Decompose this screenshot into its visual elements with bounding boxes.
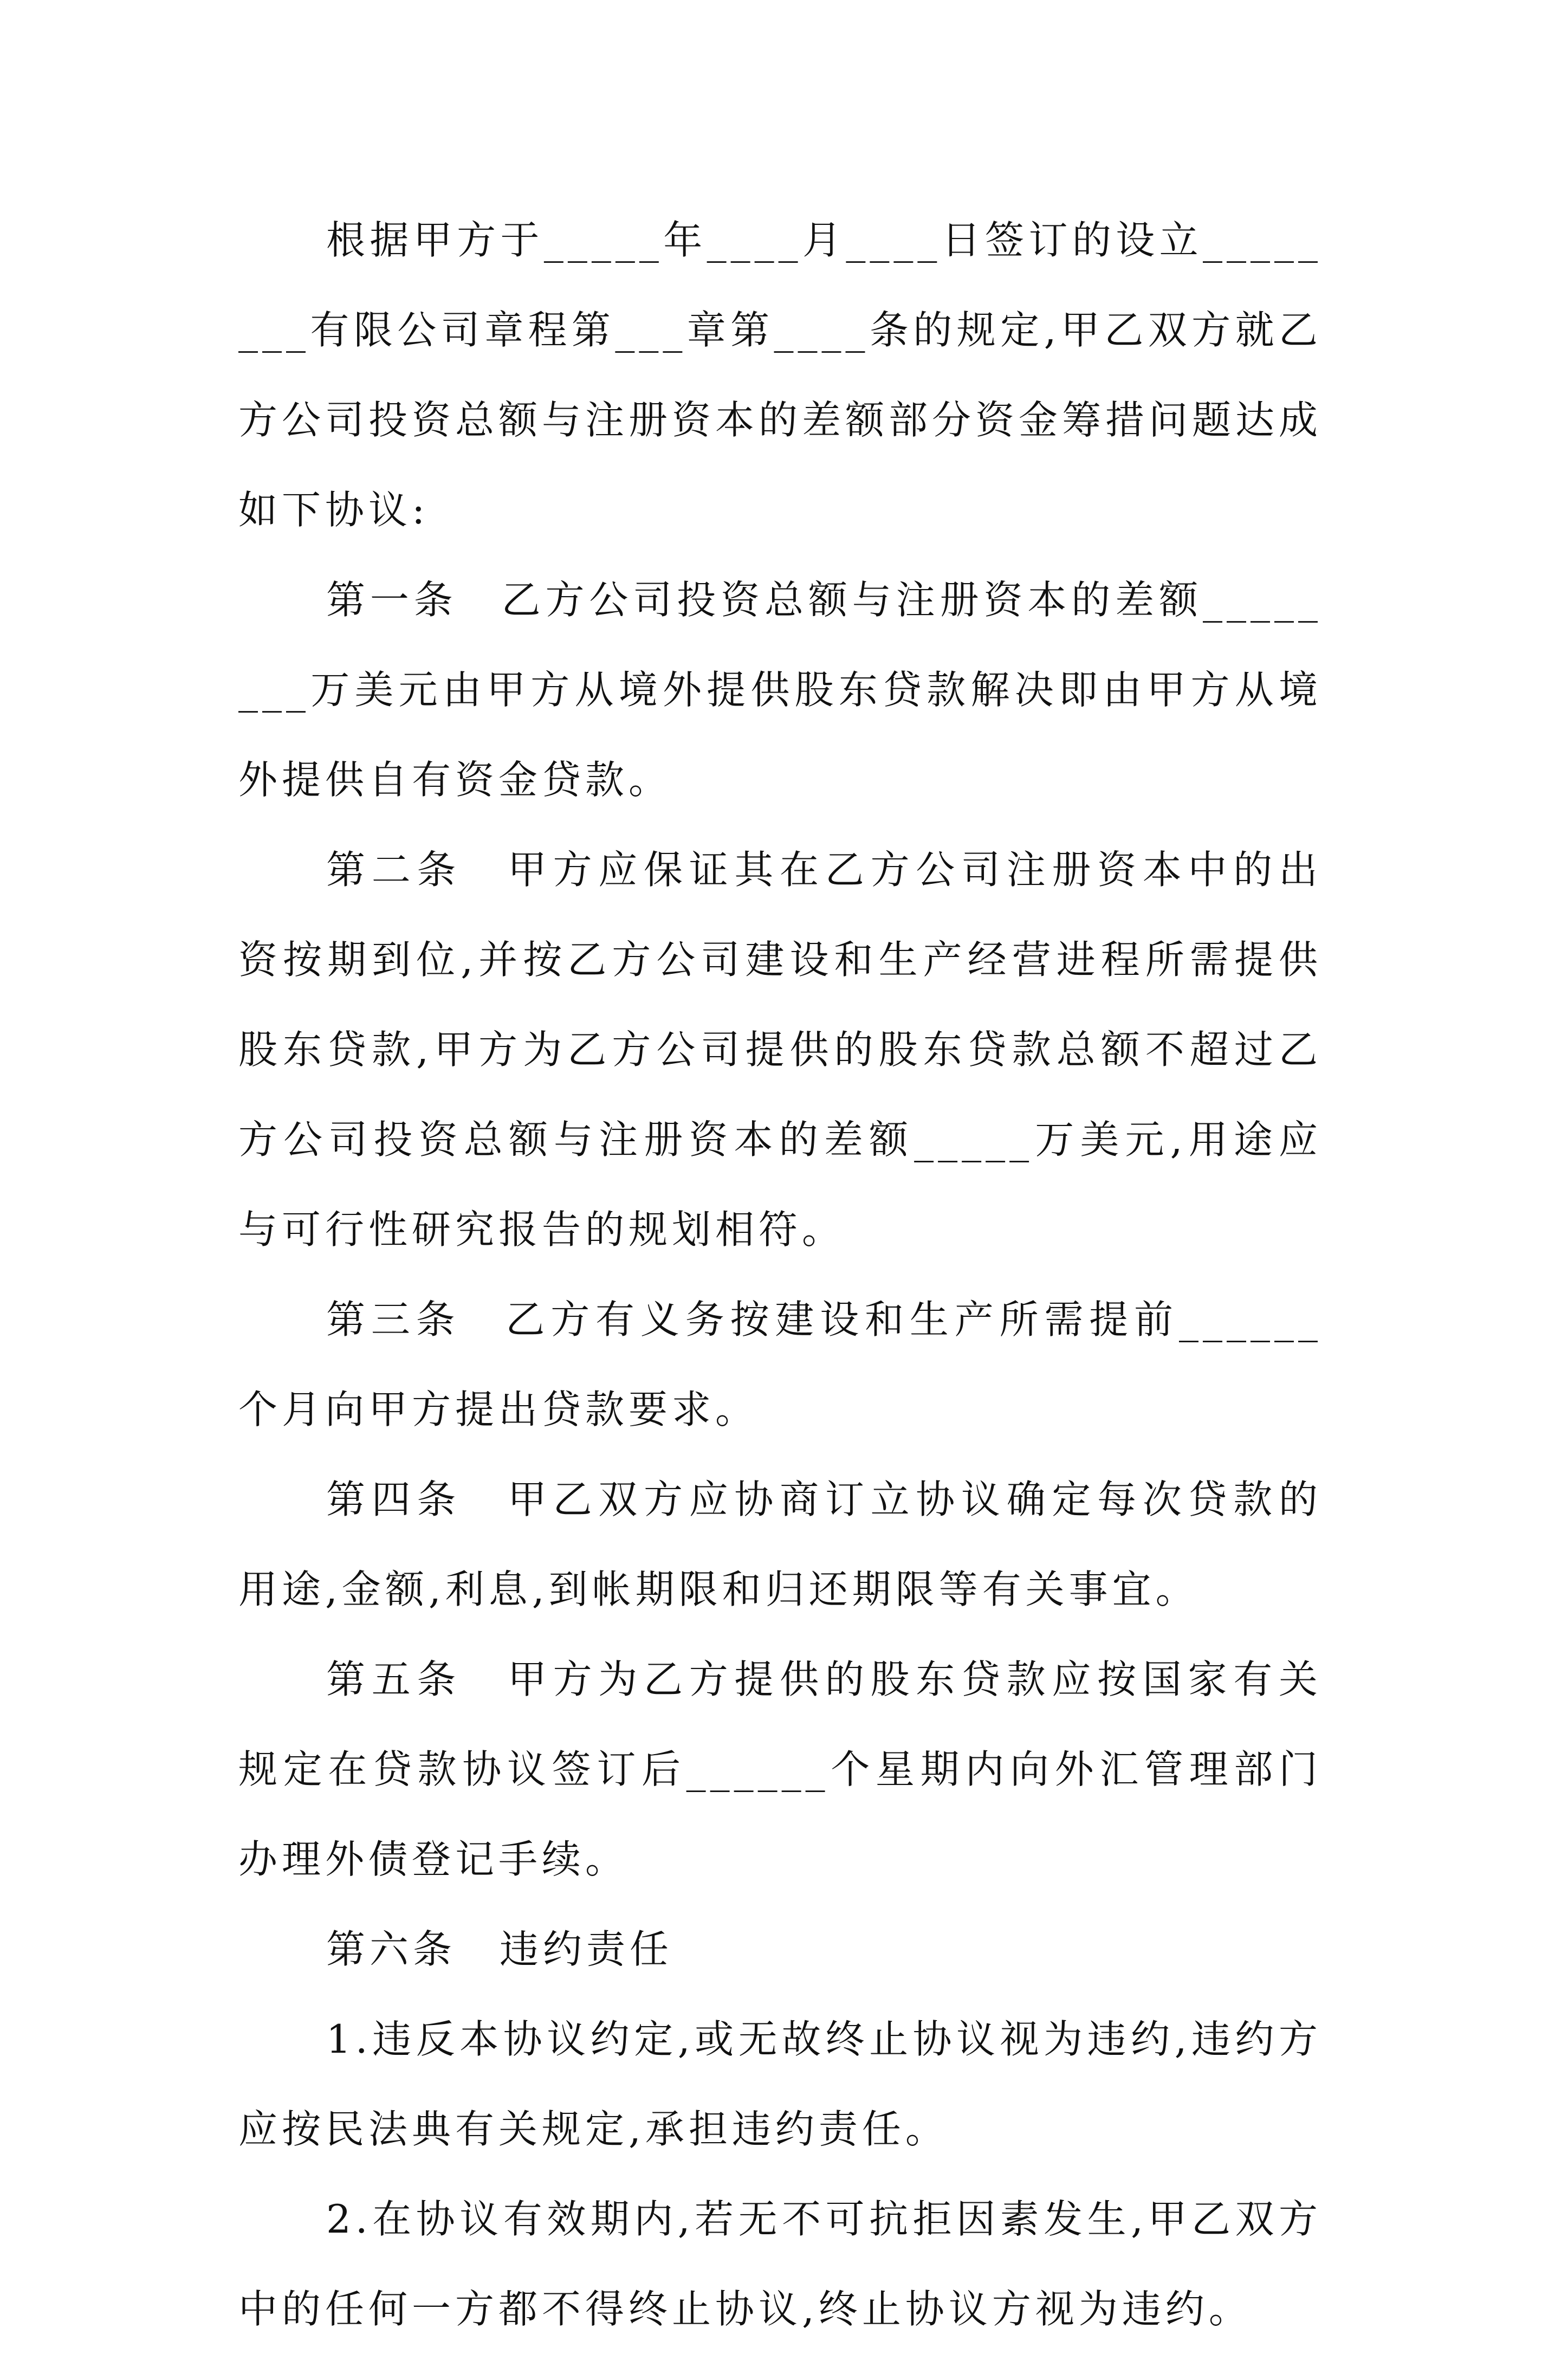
article-4-paragraph: 第四条 甲乙双方应协商订立协议确定每次贷款的用途,金额,利息,到帐期限和归还期限等有关事宜。 [238, 1477, 1322, 1612]
article-1-paragraph: 第一条 乙方公司投资总额与注册资本的差额________万美元由甲方从境外提供股东贷款解决即由甲方从境外提供自有资金贷款。 [238, 577, 1322, 803]
article-5-paragraph: 第五条 甲方为乙方提供的股东贷款应按国家有关规定在贷款协议签订后______个星期内向外汇管理部门办理外债登记手续。 [238, 1657, 1322, 1882]
article-3-paragraph: 第三条 乙方有义务按建设和生产所需提前______个月向甲方提出贷款要求。 [238, 1297, 1322, 1432]
document-body [238, 195, 1322, 2354]
intro-paragraph: 根据甲方于_____年____月____日签订的设立________有限公司章程第___章第____条的规定,甲乙双方就乙方公司投资总额与注册资本的差额部分资金筹措问题达成如下协议: [238, 217, 1323, 533]
article-6-heading: 第六条 违约责任 [326, 1926, 673, 1972]
article-6-item-1: 1.违反本协议约定,或无故终止协议视为违约,违约方应按民法典有关规定,承担违约责任。 [238, 2016, 1322, 2152]
article-6-item-2: 2.在协议有效期内,若无不可抗拒因素发生,甲乙双方中的任何一方都不得终止协议,终止协议方视为违约。 [238, 2196, 1322, 2332]
article-2-paragraph: 第二条 甲方应保证其在乙方公司注册资本中的出资按期到位,并按乙方公司建设和生产经营进程所需提供股东贷款,甲方为乙方公司提供的股东贷款总额不超过乙方公司投资总额与注册资本的差额_____万美元,用途应与可行性研究报告的规划相符。 [238, 847, 1322, 1252]
